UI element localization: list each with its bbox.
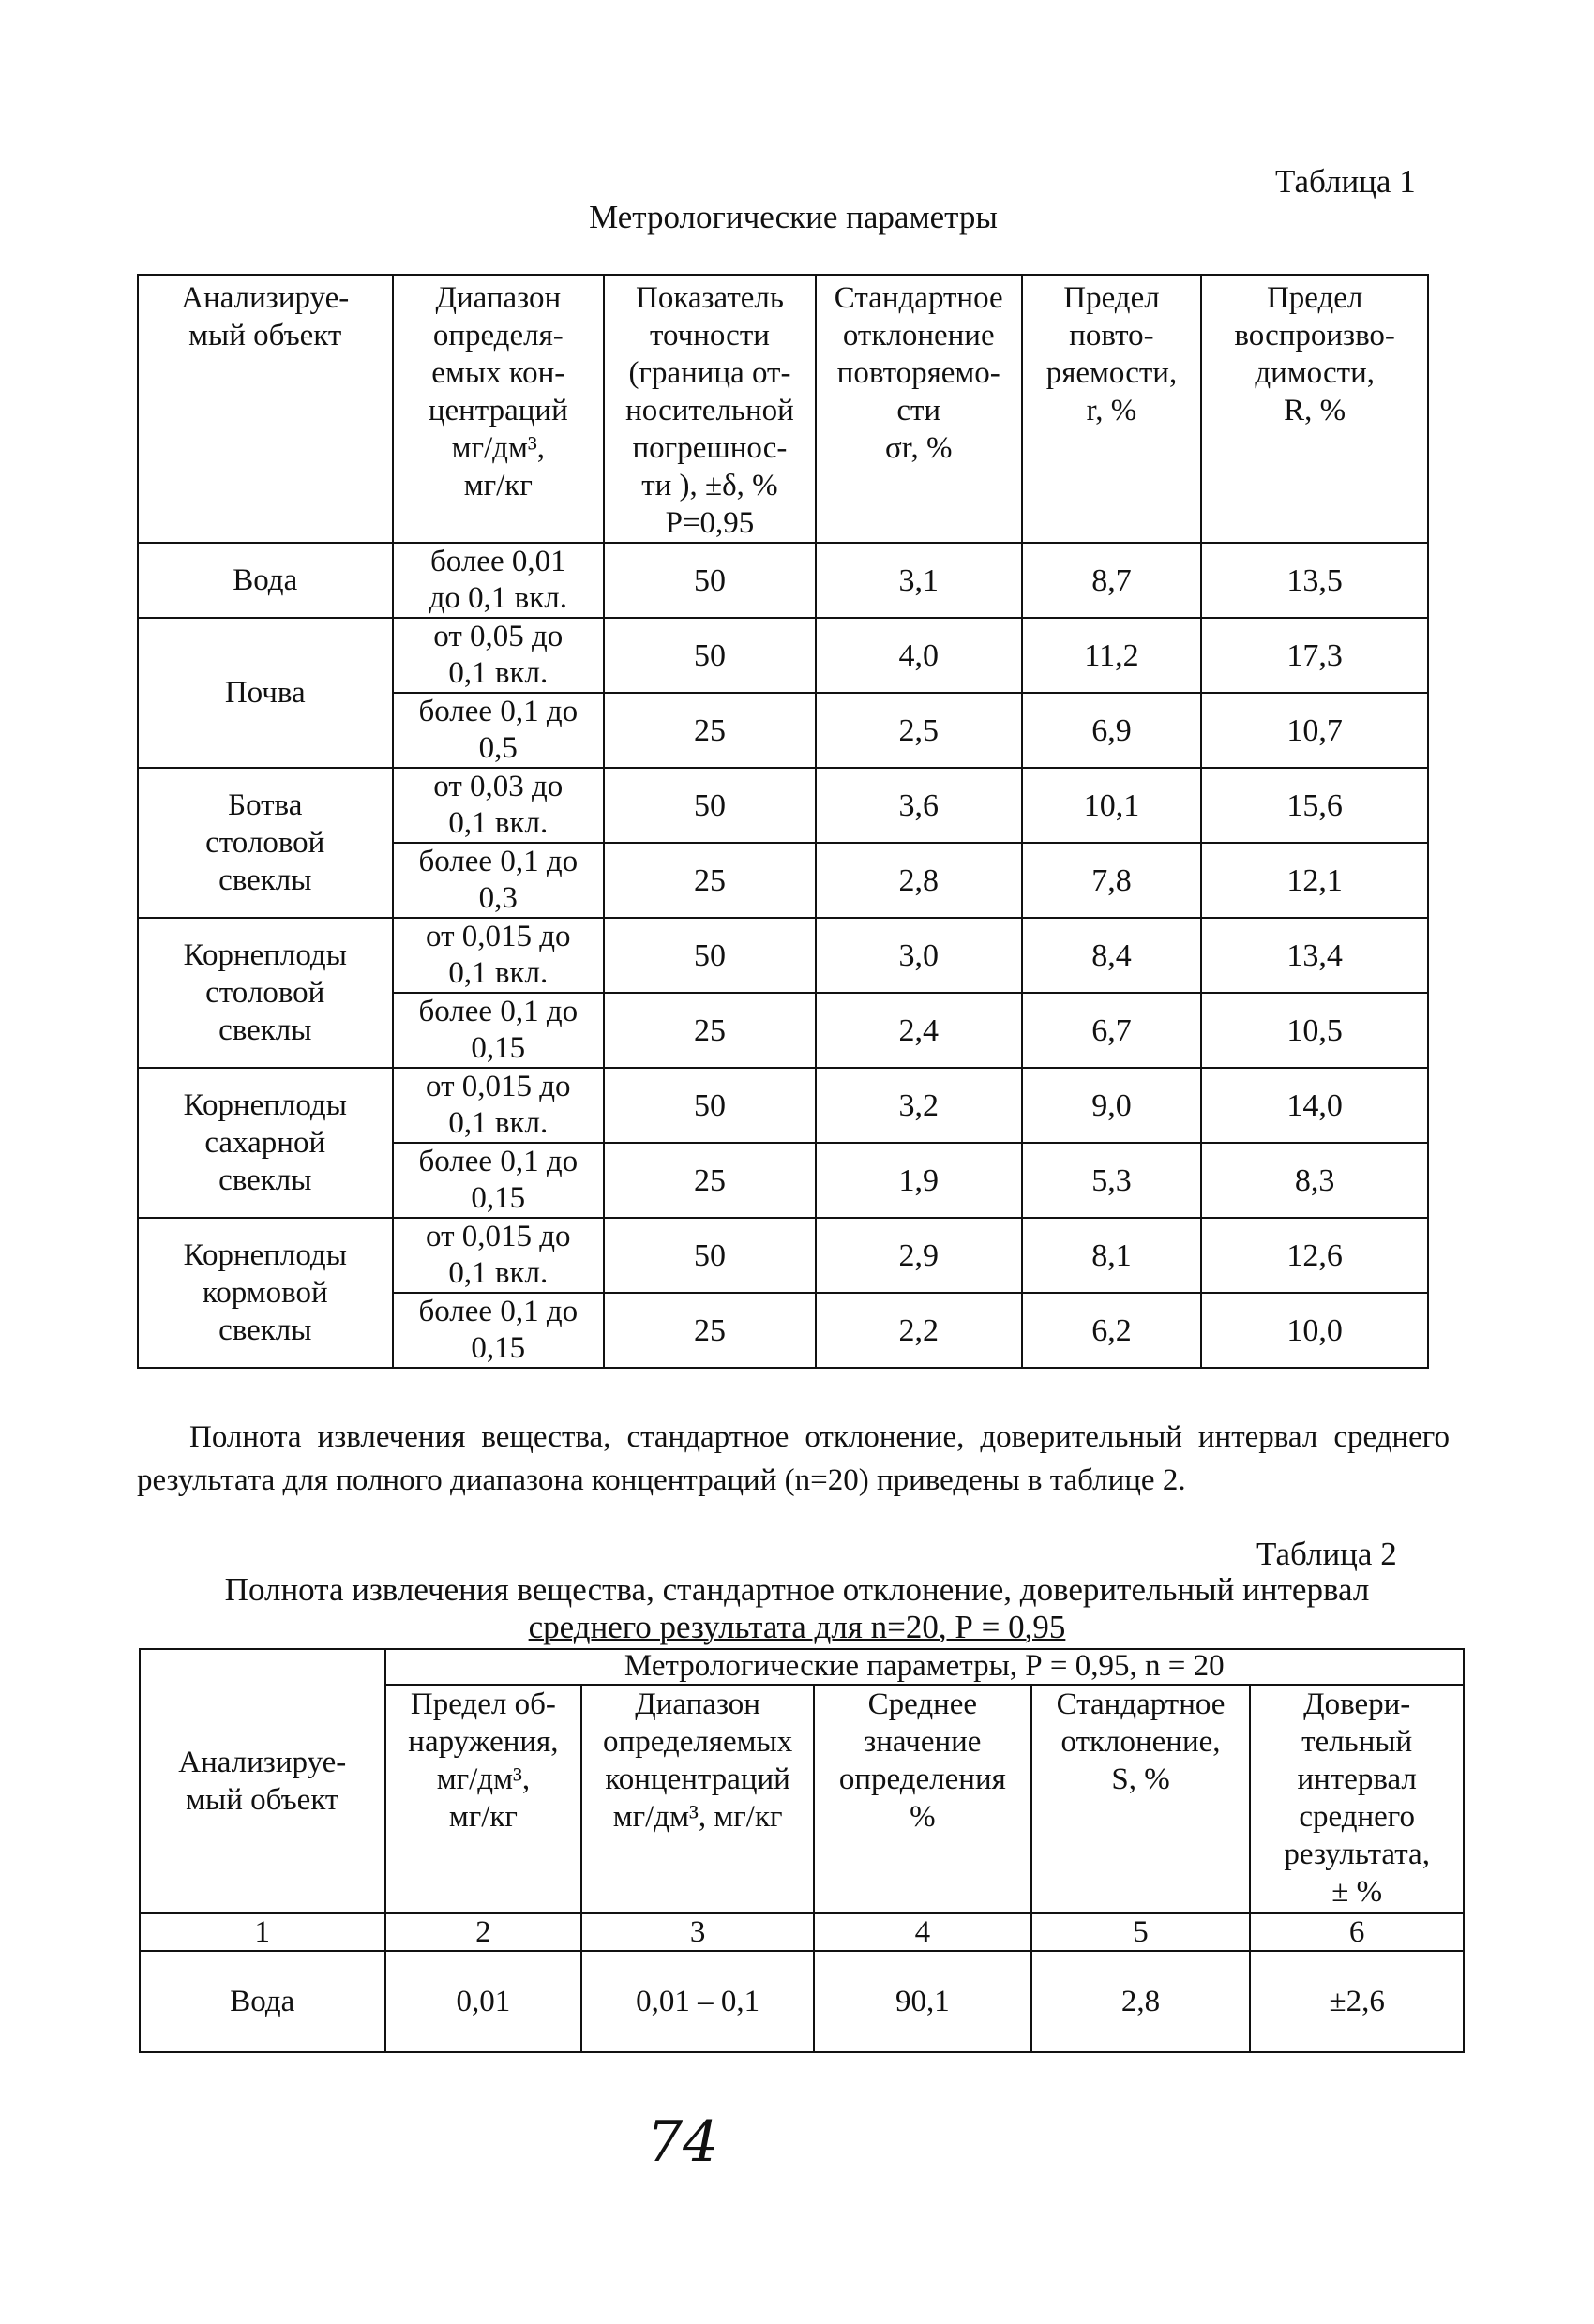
- cell-line: более 0,1 до: [418, 695, 579, 728]
- cell-line: от 0,015 до: [426, 920, 571, 953]
- cell-line: от 0,03 до: [433, 770, 564, 803]
- cell-line: более 0,1 до: [418, 1295, 579, 1328]
- table2-column-number: 6: [1250, 1913, 1464, 1951]
- table1-reproducibility-cell: 10,0: [1201, 1293, 1428, 1368]
- table1-range-cell: [393, 843, 605, 918]
- cell-line: точности: [649, 319, 770, 352]
- cell-line: столовой: [205, 826, 325, 860]
- cell-line: r, %: [1086, 394, 1137, 427]
- table1-body: [138, 543, 1428, 1368]
- cell-line: кормовой: [202, 1276, 328, 1310]
- table1-sigma-cell: 2,4: [816, 993, 1022, 1068]
- table1-object-cell: [138, 1218, 393, 1368]
- table1-delta-cell: 50: [604, 1218, 816, 1293]
- cell-line: свеклы: [218, 1313, 312, 1347]
- cell-line: более 0,01: [429, 545, 566, 578]
- cell-line: Показатель: [635, 281, 784, 315]
- table1-range-cell: [393, 693, 605, 768]
- cell-line: отклонение: [842, 319, 995, 352]
- table1-reproducibility-cell: 12,1: [1201, 843, 1428, 918]
- cell-line: концентраций: [605, 1762, 790, 1796]
- table1-repeatability-cell: 8,7: [1022, 543, 1202, 618]
- table1-range-cell: [393, 1068, 605, 1143]
- table2-title-line1: Полнота извлечения вещества, стандартное отклонение, доверительный интервал: [224, 1571, 1370, 1608]
- cell-line: 0,1 вкл.: [448, 656, 549, 690]
- cell-line: Предел: [1266, 281, 1363, 315]
- table2-group-header: Метрологические параметры, Р = 0,95, n = 20: [385, 1649, 1464, 1685]
- table1: [137, 274, 1429, 1369]
- table1-reproducibility-cell: 10,5: [1201, 993, 1428, 1068]
- cell-line: ± %: [1331, 1875, 1383, 1909]
- cell-line: более 0,1 до: [418, 995, 579, 1028]
- cell-line: σr, %: [884, 431, 953, 465]
- cell-line: мый объект: [186, 1783, 339, 1817]
- table1-header-row: [138, 275, 1428, 543]
- cell-line: Почва: [224, 676, 306, 710]
- cell-line: Предел об-: [410, 1687, 556, 1721]
- cell-line: сахарной: [204, 1126, 326, 1160]
- cell-line: значение: [864, 1725, 982, 1759]
- table1-title: [0, 199, 1594, 236]
- cell-line: воспроизво-: [1234, 319, 1395, 352]
- table2-header-cell: [581, 1685, 814, 1913]
- body-paragraph: Полнота извлечения вещества, стандартное отклонение, доверительный интервал среднего результата для полного диапазона концентраций (n=20) приведены в таблице 2.: [137, 1420, 1450, 1497]
- table1-sigma-cell: 3,6: [816, 768, 1022, 843]
- table2-header-cell: [1250, 1685, 1464, 1913]
- table1-object-cell: [138, 768, 393, 918]
- cell-line: S, %: [1111, 1762, 1170, 1796]
- table1-sigma-cell: 2,8: [816, 843, 1022, 918]
- cell-line: Ботва: [228, 788, 303, 822]
- table1-delta-cell: 25: [604, 1143, 816, 1218]
- table1-delta-cell: 25: [604, 993, 816, 1068]
- table1-header-cell: [1201, 275, 1428, 543]
- table2-title-line2: среднего результата для n=20, Р = 0,95: [528, 1609, 1066, 1645]
- table1-object-cell: [138, 543, 393, 618]
- cell-line: Довери-: [1303, 1687, 1411, 1721]
- cell-line: 0,3: [478, 881, 518, 915]
- table2-column-numbers-row: [140, 1913, 1464, 1951]
- cell-line: мг/дм³,: [451, 431, 545, 465]
- cell-line: мг/дм³, мг/кг: [612, 1800, 783, 1834]
- table1-row: [138, 1218, 1428, 1293]
- table1-range-cell: [393, 618, 605, 693]
- table2-column-number: 3: [581, 1913, 814, 1951]
- cell-line: более 0,1 до: [418, 1145, 579, 1178]
- table1-repeatability-cell: 8,4: [1022, 918, 1202, 993]
- cell-line: Корнеплоды: [183, 1088, 347, 1122]
- table1-repeatability-cell: 11,2: [1022, 618, 1202, 693]
- table1-reproducibility-cell: 15,6: [1201, 768, 1428, 843]
- table1-sigma-cell: 1,9: [816, 1143, 1022, 1218]
- page-number: 74: [647, 2109, 719, 2175]
- cell-line: тельный: [1301, 1725, 1413, 1759]
- table1-delta-cell: 50: [604, 768, 816, 843]
- table1-header-cell: [138, 275, 393, 543]
- table1-header-cell: [1022, 275, 1202, 543]
- cell-line: Анализируе-: [181, 281, 350, 315]
- table1-delta-cell: 50: [604, 618, 816, 693]
- table2-header-cell: [1031, 1685, 1251, 1913]
- cell-line: от 0,05 до: [433, 620, 564, 653]
- table2-object-cell: Вода: [140, 1951, 385, 2052]
- table1-sigma-cell: 2,9: [816, 1218, 1022, 1293]
- table1-repeatability-cell: 8,1: [1022, 1218, 1202, 1293]
- cell-line: Вода: [233, 563, 298, 597]
- cell-line: %: [910, 1800, 936, 1834]
- cell-line: емых кон-: [431, 356, 565, 390]
- table2-object-header: [140, 1649, 385, 1913]
- table1-delta-cell: 25: [604, 843, 816, 918]
- cell-line: (граница от-: [628, 356, 791, 390]
- table1-repeatability-cell: 6,7: [1022, 993, 1202, 1068]
- cell-line: мг/кг: [448, 1800, 518, 1834]
- table1-range-cell: [393, 993, 605, 1068]
- table2-header-cell: [814, 1685, 1031, 1913]
- table1-object-cell: [138, 618, 393, 768]
- table2-title: [0, 1571, 1594, 1646]
- table2-sd-cell: 2,8: [1031, 1951, 1251, 2052]
- table1-range-cell: [393, 918, 605, 993]
- table1-delta-cell: 50: [604, 1068, 816, 1143]
- table2-mean-cell: 90,1: [814, 1951, 1031, 2052]
- table1-row: [138, 768, 1428, 843]
- table1-reproducibility-cell: 17,3: [1201, 618, 1428, 693]
- table1-sigma-cell: 4,0: [816, 618, 1022, 693]
- cell-line: наружения,: [408, 1725, 559, 1759]
- table1-reproducibility-cell: 13,4: [1201, 918, 1428, 993]
- cell-line: отклонение,: [1060, 1725, 1221, 1759]
- table1-header-cell: [816, 275, 1022, 543]
- cell-line: Среднее: [867, 1687, 978, 1721]
- cell-line: носительной: [625, 394, 794, 427]
- cell-line: погрешнос-: [632, 431, 788, 465]
- table2-row: [140, 1951, 1464, 2052]
- cell-line: 0,1 вкл.: [448, 1256, 549, 1290]
- table2-header-cell: [385, 1685, 582, 1913]
- table1-delta-cell: 25: [604, 693, 816, 768]
- table2-column-number: 2: [385, 1913, 582, 1951]
- table1-reproducibility-cell: 13,5: [1201, 543, 1428, 618]
- cell-line: от 0,015 до: [426, 1070, 571, 1103]
- cell-line: свеклы: [218, 1013, 312, 1047]
- cell-line: Р=0,95: [665, 506, 755, 540]
- cell-line: повто-: [1069, 319, 1154, 352]
- table1-title-text: Метрологические параметры: [589, 199, 998, 235]
- table2-group-header-row: [140, 1649, 1464, 1685]
- cell-line: центраций: [428, 394, 568, 427]
- cell-line: сти: [896, 394, 941, 427]
- cell-line: до 0,1 вкл.: [429, 581, 567, 615]
- table1-range-cell: [393, 543, 605, 618]
- cell-line: 0,1 вкл.: [448, 1106, 549, 1140]
- table1-sigma-cell: 3,1: [816, 543, 1022, 618]
- table1-delta-cell: 50: [604, 543, 816, 618]
- cell-line: Стандартное: [834, 281, 1003, 315]
- table1-repeatability-cell: 6,9: [1022, 693, 1202, 768]
- table1-row: [138, 543, 1428, 618]
- table1-reproducibility-cell: 14,0: [1201, 1068, 1428, 1143]
- cell-line: свеклы: [218, 1163, 312, 1197]
- table1-row: [138, 1068, 1428, 1143]
- cell-line: определения: [838, 1762, 1006, 1796]
- table1-row: [138, 618, 1428, 693]
- table2-column-number: 5: [1031, 1913, 1251, 1951]
- cell-line: Диапазон: [635, 1687, 760, 1721]
- cell-line: интервал: [1297, 1762, 1417, 1796]
- cell-line: более 0,1 до: [418, 845, 579, 878]
- cell-line: ряемости,: [1045, 356, 1178, 390]
- table2-column-number: 4: [814, 1913, 1031, 1951]
- table1-delta-cell: 50: [604, 918, 816, 993]
- table2-range-cell: 0,01 – 0,1: [581, 1951, 814, 2052]
- cell-line: 0,15: [471, 1181, 526, 1215]
- cell-line: Предел: [1063, 281, 1160, 315]
- table2-detection-limit-cell: 0,01: [385, 1951, 582, 2052]
- table1-range-cell: [393, 1218, 605, 1293]
- cell-line: Стандартное: [1056, 1687, 1226, 1721]
- table1-sigma-cell: 3,2: [816, 1068, 1022, 1143]
- table1-object-cell: [138, 918, 393, 1068]
- cell-line: ти ), ±δ, %: [641, 469, 778, 502]
- cell-line: 0,1 вкл.: [448, 956, 549, 990]
- cell-line: R, %: [1284, 394, 1346, 427]
- table1-row: [138, 918, 1428, 993]
- cell-line: 0,15: [471, 1331, 526, 1365]
- table1-caption: Таблица 1: [1275, 163, 1416, 200]
- table1-reproducibility-cell: 10,7: [1201, 693, 1428, 768]
- cell-line: от 0,015 до: [426, 1220, 571, 1253]
- cell-line: определяемых: [603, 1725, 793, 1759]
- cell-line: Анализируе-: [178, 1746, 347, 1779]
- cell-line: 0,5: [478, 731, 518, 765]
- cell-line: димости,: [1255, 356, 1375, 390]
- table1-repeatability-cell: 5,3: [1022, 1143, 1202, 1218]
- table1-range-cell: [393, 1143, 605, 1218]
- table1-header-cell: [604, 275, 816, 543]
- table2-interval-cell: ±2,6: [1250, 1951, 1464, 2052]
- table1-sigma-cell: 3,0: [816, 918, 1022, 993]
- cell-line: среднего: [1299, 1800, 1416, 1834]
- cell-line: результата,: [1284, 1837, 1430, 1871]
- table1-sigma-cell: 2,5: [816, 693, 1022, 768]
- table1-repeatability-cell: 7,8: [1022, 843, 1202, 918]
- cell-line: повторяемо-: [836, 356, 1000, 390]
- table1-repeatability-cell: 6,2: [1022, 1293, 1202, 1368]
- table1-reproducibility-cell: 8,3: [1201, 1143, 1428, 1218]
- cell-line: мг/дм³,: [436, 1762, 531, 1796]
- cell-line: 0,1 вкл.: [448, 806, 549, 840]
- table1-range-cell: [393, 1293, 605, 1368]
- table1-header-cell: [393, 275, 605, 543]
- cell-line: Диапазон: [435, 281, 562, 315]
- cell-line: мг/кг: [463, 469, 533, 502]
- cell-line: столовой: [205, 976, 325, 1010]
- table1-repeatability-cell: 10,1: [1022, 768, 1202, 843]
- table1-sigma-cell: 2,2: [816, 1293, 1022, 1368]
- table1-repeatability-cell: 9,0: [1022, 1068, 1202, 1143]
- table1-object-cell: [138, 1068, 393, 1218]
- table2-column-number: 1: [140, 1913, 385, 1951]
- table2: [139, 1648, 1465, 2053]
- table2-caption: Таблица 2: [1256, 1536, 1397, 1572]
- cell-line: мый объект: [188, 319, 342, 352]
- table1-range-cell: [393, 768, 605, 843]
- cell-line: определя-: [432, 319, 564, 352]
- table1-reproducibility-cell: 12,6: [1201, 1218, 1428, 1293]
- cell-line: свеклы: [218, 863, 312, 897]
- cell-line: 0,15: [471, 1031, 526, 1065]
- table1-delta-cell: 25: [604, 1293, 816, 1368]
- cell-line: Корнеплоды: [183, 938, 347, 972]
- cell-line: Корнеплоды: [183, 1238, 347, 1272]
